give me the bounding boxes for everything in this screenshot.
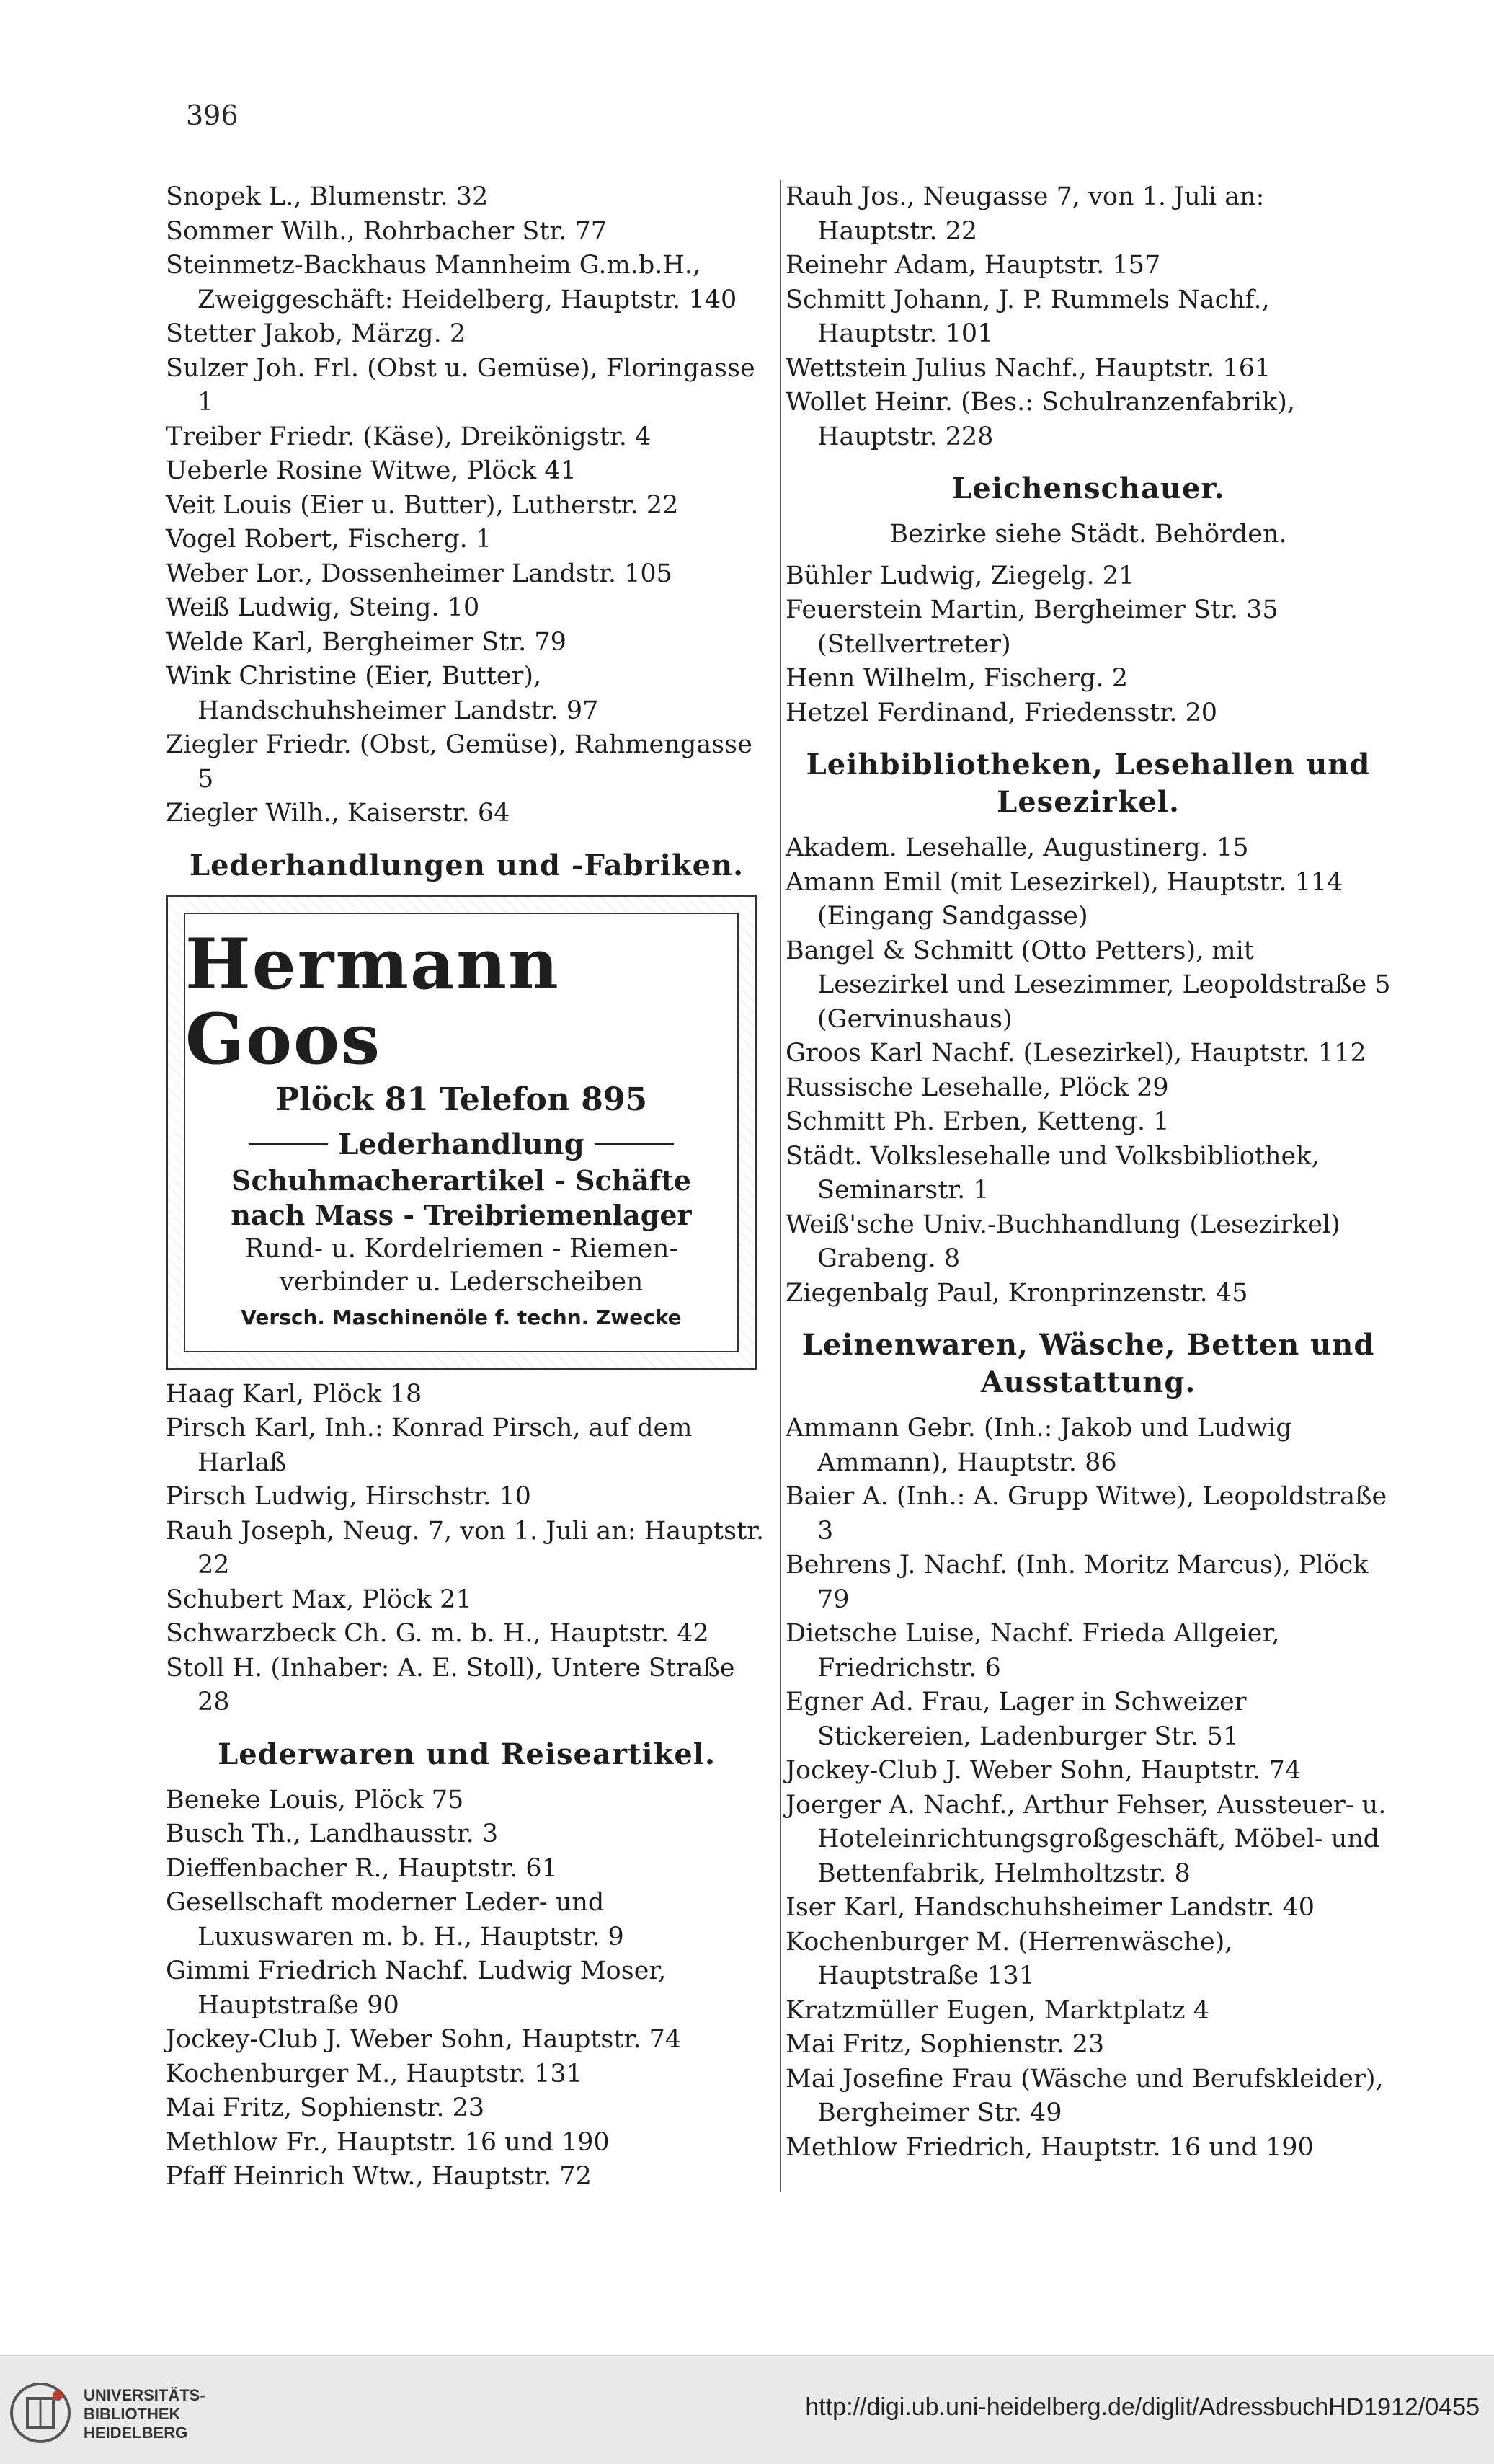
directory-entry: Welde Karl, Bergheimer Str. 79 (166, 627, 566, 657)
directory-entry: Ziegler Wilh., Kaiserstr. 64 (166, 799, 510, 828)
directory-entry: Rauh Jos., Neugasse 7, von 1. Juli an: Hauptstr. 22 (786, 182, 1265, 246)
directory-entry: Wettstein Julius Nachf., Hauptstr. 161 (786, 353, 1271, 383)
entries-list-c (786, 831, 1391, 1311)
logo-line-1: UNIVERSITÄTS- (84, 2386, 205, 2404)
directory-entry: Behrens J. Nachf. (Inh. Moritz Marcus), Plöck 79 (786, 1551, 1369, 1614)
ad-rule-left (249, 1143, 328, 1145)
directory-entry: Wink Christine (Eier, Butter), Handschuhsheimer Landstr. 97 (166, 662, 599, 725)
directory-entry: Dietsche Luise, Nachf. Frieda Allgeier, Friedrichstr. 6 (786, 1619, 1280, 1683)
logo-line-2: BIBLIOTHEK (84, 2405, 181, 2423)
entries-list-d (786, 1412, 1391, 2165)
ad-title-text: Lederhandlung (338, 1127, 584, 1161)
directory-entry: Ziegler Friedr. (Obst, Gemüse), Rahmengasse 5 (166, 730, 752, 794)
subheading-bezirke: Bezirke siehe Städt. Behörden. (889, 520, 1287, 549)
directory-entry: Schmitt Johann, J. P. Rummels Nachf., Hauptstr. 101 (786, 285, 1270, 348)
directory-entry: Pfaff Heinrich Wtw., Hauptstr. 72 (166, 2162, 592, 2191)
ad-line-2: nach Mass - Treibriemenlager (231, 1198, 692, 1231)
directory-entry: Busch Th., Landhausstr. 3 (166, 1820, 499, 1848)
directory-entry: Weiß Ludwig, Steing. 10 (166, 593, 480, 622)
entries-list-b (786, 559, 1391, 731)
directory-entry: Ueberle Rosine Witwe, Plöck 41 (166, 456, 577, 485)
left-column (166, 180, 768, 2194)
directory-entry: Methlow Friedrich, Hauptstr. 16 und 190 (786, 2132, 1314, 2162)
directory-entry: Pirsch Ludwig, Hirschstr. 10 (166, 1482, 531, 1511)
column-divider (780, 180, 781, 2192)
directory-entry: Feuerstein Martin, Bergheimer Str. 35 (Stellvertreter) (786, 595, 1279, 659)
footer-bar (0, 2355, 1494, 2464)
directory-entry: Groos Karl Nachf. (Lesezirkel), Hauptstr. 112 (786, 1039, 1366, 1068)
ad-line-4: verbinder u. Lederscheiben (279, 1267, 644, 1297)
directory-entry: Kochenburger M., Hauptstr. 131 (166, 2059, 582, 2088)
heading-leichenschauer: Leichenschauer. (951, 471, 1225, 505)
directory-entry: Rauh Joseph, Neug. 7, von 1. Juli an: Hauptstr. 22 (166, 1516, 765, 1579)
directory-entry: Henn Wilhelm, Fischerg. 2 (786, 664, 1129, 693)
directory-entry: Veit Louis (Eier u. Butter), Lutherstr. 22 (166, 490, 679, 520)
directory-entry: Methlow Fr., Hauptstr. 16 und 190 (166, 2127, 610, 2157)
directory-entry: Egner Ad. Frau, Lager in Schweizer Stickereien, Ladenburger Str. 51 (786, 1688, 1247, 1751)
entries-list-b (166, 1378, 768, 1720)
logo-line-3: HEIDELBERG (84, 2424, 188, 2442)
ad-line-1: Schuhmacherartikel - Schäfte (231, 1164, 691, 1197)
library-logo-text (84, 2386, 205, 2442)
directory-entry: Wollet Heinr. (Bes.: Schulranzenfabrik), Hauptstr. 228 (786, 388, 1295, 451)
directory-entry: Sommer Wilh., Rohrbacher Str. 77 (166, 216, 608, 246)
entries-list-a (786, 180, 1391, 454)
directory-entry: Treiber Friedr. (Käse), Dreikönigstr. 4 (166, 422, 652, 451)
university-seal-icon (7, 2380, 74, 2446)
directory-entry: Gesellschaft moderner Leder- und Luxuswaren m. b. H., Hauptstr. 9 (166, 1888, 624, 1951)
directory-entry: Dieffenbacher R., Hauptstr. 61 (166, 1853, 558, 1883)
directory-entry: Kochenburger M. (Herrenwäsche), Hauptstraße 131 (786, 1927, 1233, 1990)
source-url-link[interactable]: http://digi.ub.uni-heidelberg.de/diglit/AdressbuchHD1912/0455 (805, 2393, 1480, 2421)
ad-line-3: Rund- u. Kordelriemen - Riemen- (244, 1233, 678, 1264)
advertisement-hermann-goos (166, 895, 757, 1370)
directory-entry: Schwarzbeck Ch. G. m. b. H., Hauptstr. 42 (166, 1619, 709, 1648)
heading-lederwaren: Lederwaren und Reiseartikel. (218, 1737, 716, 1771)
directory-entry: Schmitt Ph. Erben, Ketteng. 1 (786, 1107, 1170, 1136)
ad-rule-right (595, 1143, 674, 1145)
ad-company-name: Hermann Goos (185, 923, 560, 1080)
directory-entry: Mai Fritz, Sophienstr. 23 (786, 2030, 1105, 2059)
directory-entry: Iser Karl, Handschuhsheimer Landstr. 40 (786, 1893, 1315, 1922)
ad-address: Plöck 81 Telefon 895 (275, 1081, 648, 1118)
directory-entry: Stoll H. (Inhaber: A. E. Stoll), Untere Straße 28 (166, 1653, 735, 1716)
directory-entry: Gimmi Friedrich Nachf. Ludwig Moser, Hauptstraße 90 (166, 1956, 667, 2020)
directory-entry: Akadem. Lesehalle, Augustinerg. 15 (786, 833, 1249, 862)
directory-entry: Baier A. (Inh.: A. Grupp Witwe), Leopoldstraße 3 (786, 1482, 1387, 1546)
directory-entry: Jockey-Club J. Weber Sohn, Hauptstr. 74 (166, 2025, 682, 2054)
directory-entry: Weber Lor., Dossenheimer Landstr. 105 (166, 559, 672, 588)
directory-entry: Ziegenbalg Paul, Kronprinzenstr. 45 (786, 1278, 1248, 1308)
directory-entry: Bangel & Schmitt (Otto Petters), mit Lesezirkel und Lesezimmer, Leopoldstraße 5 (Gervinushaus) (786, 936, 1391, 1034)
directory-entry: Kratzmüller Eugen, Marktplatz 4 (786, 1995, 1210, 2025)
ad-title (249, 1126, 673, 1164)
directory-entry: Amann Emil (mit Lesezirkel), Hauptstr. 114 (Eingang Sandgasse) (786, 867, 1343, 931)
heading-leinenwaren: Leinenwaren, Wäsche, Betten und Ausstattung. (801, 1328, 1375, 1399)
directory-entry: Steinmetz-Backhaus Mannheim G.m.b.H., Zweiggeschäft: Heidelberg, Hauptstr. 140 (166, 251, 737, 314)
directory-entry: Pirsch Karl, Inh.: Konrad Pirsch, auf dem Harlaß (166, 1414, 693, 1477)
directory-entry: Mai Fritz, Sophienstr. 23 (166, 2093, 485, 2122)
directory-entry: Bühler Ludwig, Ziegelg. 21 (786, 561, 1135, 590)
ad-inner-frame (184, 913, 739, 1352)
directory-entry: Haag Karl, Plöck 18 (166, 1379, 422, 1409)
entries-list-a (166, 180, 768, 831)
directory-entry: Reinehr Adam, Hauptstr. 157 (786, 251, 1161, 280)
directory-entry: Schubert Max, Plöck 21 (166, 1585, 472, 1614)
directory-entry: Weiß'sche Univ.-Buchhandlung (Lesezirkel) Grabeng. 8 (786, 1210, 1340, 1273)
directory-entry: Snopek L., Blumenstr. 32 (166, 182, 489, 211)
directory-entry: Joerger A. Nachf., Arthur Fehser, Aussteuer- u. Hoteleinrichtungsgroßgeschäft, Möbel- und Bettenfabrik, Helmholtzstr. 8 (786, 1790, 1387, 1888)
directory-entry: Stetter Jakob, Märzg. 2 (166, 319, 466, 348)
directory-entry: Russische Lesehalle, Plöck 29 (786, 1073, 1169, 1102)
directory-entry: Beneke Louis, Plöck 75 (166, 1785, 464, 1814)
page-number: 396 (186, 99, 239, 131)
ad-line-5: Versch. Maschinenöle f. techn. Zwecke (241, 1305, 682, 1329)
directory-entry: Städt. Volkslesehalle und Volksbibliothek, Seminarstr. 1 (786, 1141, 1320, 1205)
heading-lederhandlungen: Lederhandlungen und -Fabriken. (189, 848, 744, 882)
entries-list-c (166, 1783, 768, 2194)
directory-entry: Mai Josefine Frau (Wäsche und Berufskleider), Bergheimer Str. 49 (786, 2064, 1384, 2127)
heading-leihbibliotheken: Leihbibliotheken, Lesehallen und Lesezirkel. (806, 748, 1371, 819)
directory-entry: Sulzer Joh. Frl. (Obst u. Gemüse), Floringasse 1 (166, 353, 755, 417)
directory-entry: Hetzel Ferdinand, Friedensstr. 20 (786, 698, 1218, 727)
directory-entry: Jockey-Club J. Weber Sohn, Hauptstr. 74 (786, 1756, 1302, 1785)
directory-entry: Vogel Robert, Fischerg. 1 (166, 525, 492, 554)
right-column (786, 180, 1391, 2165)
directory-entry: Ammann Gebr. (Inh.: Jakob und Ludwig Ammann), Hauptstr. 86 (786, 1414, 1292, 1477)
